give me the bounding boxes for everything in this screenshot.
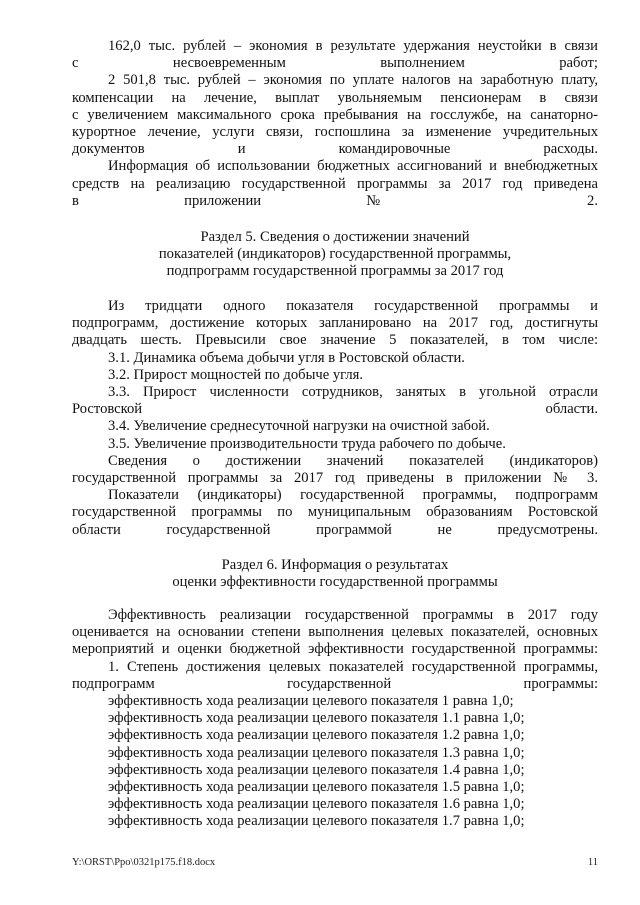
line: области государственной программой не предусмотрены. bbox=[72, 521, 598, 538]
heading-line: подпрограмм государственной программы за 2017 год bbox=[166, 263, 504, 280]
line: 3.3. Прирост численности сотрудников, занятых в угольной отрасли bbox=[108, 384, 598, 401]
heading-line: Раздел 6. Информация о результатах bbox=[221, 557, 449, 573]
paragraph-municipal-indicators bbox=[72, 487, 598, 539]
list-item: 3.2. Прирост мощностей по добыче угля. bbox=[108, 366, 364, 383]
line: двадцать шесть. Превысили свое значение 5 показателей, в том числе: bbox=[72, 332, 598, 349]
heading-line: Раздел 5. Сведения о достижении значений bbox=[200, 229, 470, 245]
paragraph-penalty-economy bbox=[72, 38, 598, 72]
line: подпрограмм, достижение которых запланировано на 2017 год, достигнуты bbox=[72, 315, 598, 332]
line: 1. Степень достижения целевых показателей государственной программы, bbox=[108, 658, 598, 675]
list-item: 3.5. Увеличение производительности труда рабочего по добыче. bbox=[108, 435, 506, 452]
paragraph-tax-economy bbox=[72, 72, 598, 158]
line: Показатели (индикаторы) государственной программы, подпрограмм bbox=[108, 487, 598, 504]
list-item bbox=[72, 384, 598, 418]
list-item: эффективность хода реализации целевого показателя 1.2 равна 1,0; bbox=[108, 727, 525, 744]
list-item: эффективность хода реализации целевого показателя 1 равна 1,0; bbox=[108, 693, 514, 710]
line: документов и командировочные расходы. bbox=[72, 141, 598, 158]
list-item: эффективность хода реализации целевого показателя 1.1 равна 1,0; bbox=[108, 710, 525, 727]
line: 162,0 тыс. рублей – экономия в результате удержания неустойки в связи bbox=[108, 38, 598, 54]
line: компенсации на лечение, выплат увольняемым пенсионерам в связи bbox=[72, 89, 598, 106]
line: курортное лечение, услуги связи, госпошлина за изменение учредительных bbox=[72, 124, 598, 141]
list-item: эффективность хода реализации целевого показателя 1.5 равна 1,0; bbox=[108, 779, 525, 796]
line: Эффективность реализации государственной программы в 2017 году bbox=[108, 607, 598, 623]
list-item: эффективность хода реализации целевого показателя 1.7 равна 1,0; bbox=[108, 813, 525, 830]
line: государственной программы по муниципальным образованиям Ростовской bbox=[72, 504, 598, 521]
list-item: 3.4. Увеличение среднесуточной нагрузки на очистной забой. bbox=[108, 418, 490, 435]
footer-page-number: 11 bbox=[587, 857, 598, 868]
paragraph-target-achievement bbox=[72, 659, 598, 693]
paragraph-efficiency-evaluation bbox=[72, 607, 598, 659]
section-6-heading bbox=[72, 557, 598, 591]
line: оценивается на основании степени выполнения целевых показателей, основных bbox=[72, 624, 598, 641]
line: Из тридцати одного показателя государственной программы и bbox=[108, 298, 598, 314]
heading-line: оценки эффективности государственной программы bbox=[172, 574, 498, 591]
line: Информация об использовании бюджетных ассигнований и внебюджетных bbox=[108, 158, 598, 175]
footer-file-path: Y:\ORST\Ppo\0321p175.f18.docx bbox=[72, 857, 216, 868]
line: 2 501,8 тыс. рублей – экономия по уплате налогов на заработную плату, bbox=[108, 72, 598, 89]
line: подпрограмм государственной программы: bbox=[72, 675, 598, 692]
line: с несвоевременным выполнением работ; bbox=[72, 55, 598, 72]
line: средств на реализацию государственной программы за 2017 год приведена bbox=[72, 175, 598, 192]
list-item: эффективность хода реализации целевого показателя 1.6 равна 1,0; bbox=[108, 796, 525, 813]
section-5-body bbox=[72, 298, 598, 539]
line: с увеличением максимального срока пребывания на госслужбе, на санаторно- bbox=[72, 106, 598, 123]
line: в приложении № 2. bbox=[72, 192, 598, 209]
section-5-heading bbox=[72, 229, 598, 281]
line: государственной программы за 2017 год приведены в приложении № 3. bbox=[72, 470, 598, 487]
heading-line: показателей (индикаторов) государственной программы, bbox=[158, 246, 512, 263]
paragraph-budget-info bbox=[72, 158, 598, 210]
paragraph-appendix-3 bbox=[72, 453, 598, 487]
list-item: эффективность хода реализации целевого показателя 1.3 равна 1,0; bbox=[108, 744, 525, 761]
top-text-block bbox=[72, 38, 598, 210]
line: Ростовской области. bbox=[72, 401, 598, 418]
line: мероприятий и оценки бюджетной эффективности государственной программы: bbox=[72, 641, 598, 658]
list-item: эффективность хода реализации целевого показателя 1.4 равна 1,0; bbox=[108, 761, 525, 778]
paragraph-indicators-achieved bbox=[72, 298, 598, 350]
line: Сведения о достижении значений показателей (индикаторов) bbox=[108, 452, 598, 469]
list-item: 3.1. Динамика объема добычи угля в Ростовской области. bbox=[108, 349, 465, 366]
section-6-body bbox=[72, 607, 598, 831]
